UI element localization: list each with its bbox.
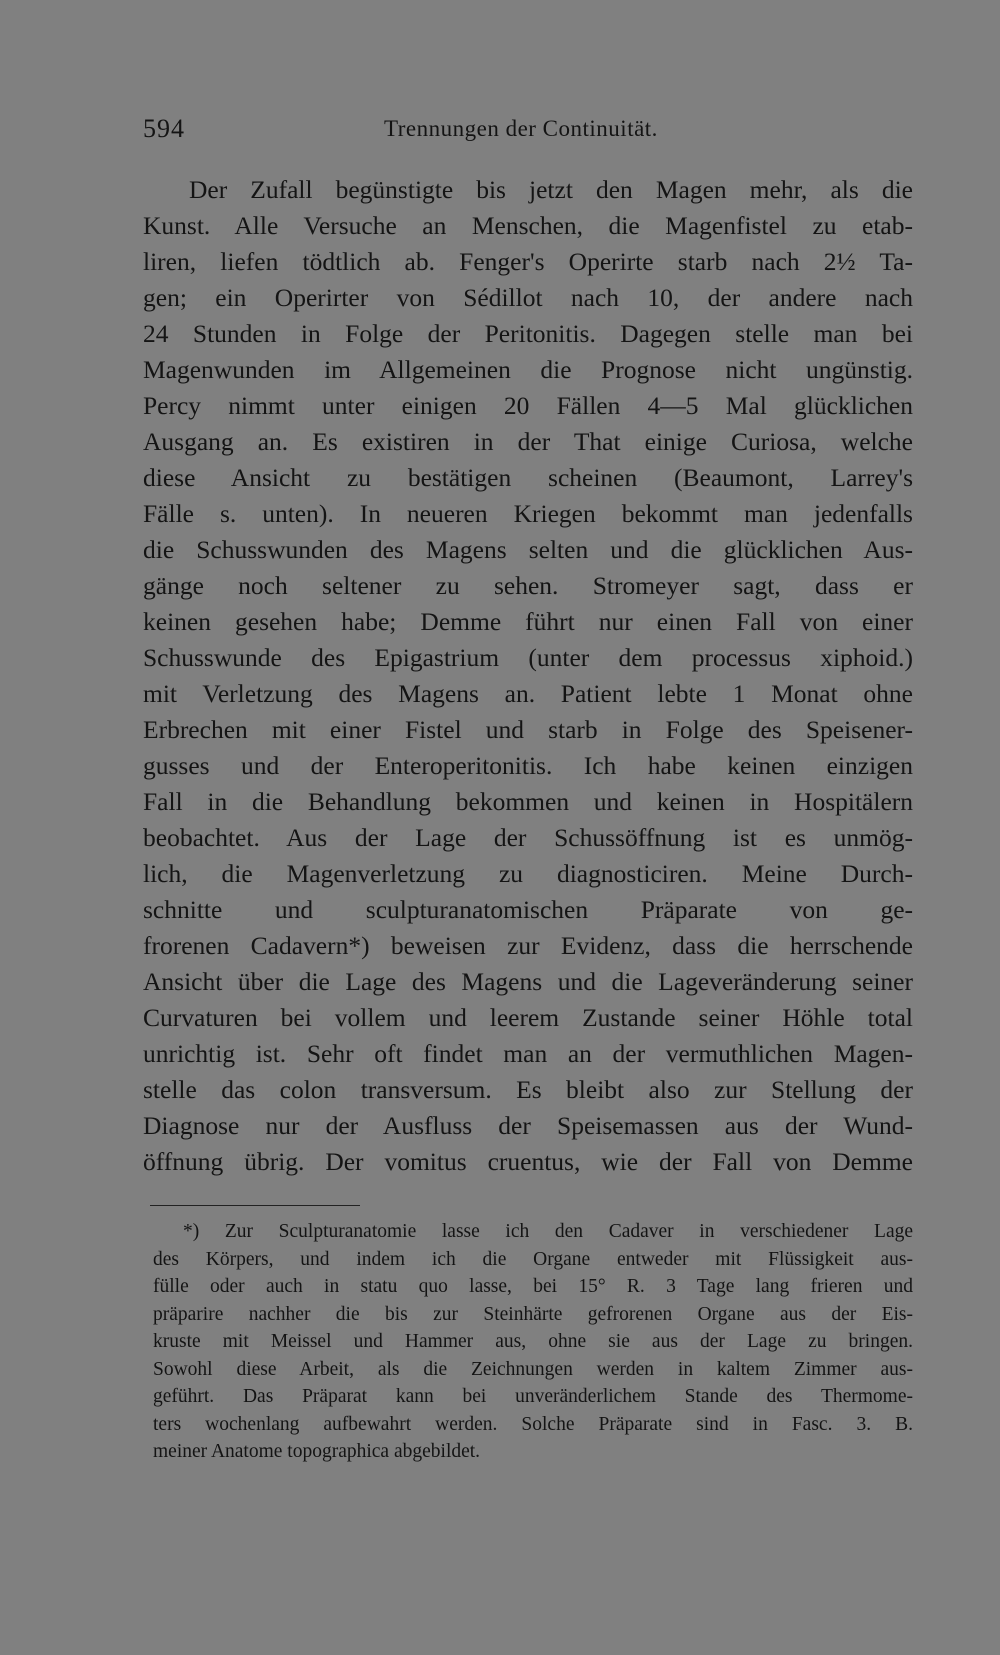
text-line: lich, die Magenverletzung zu diagnosticiren. Meine Durch- xyxy=(143,859,913,888)
footnote xyxy=(153,1218,913,1466)
body-text xyxy=(143,172,913,1180)
text-line: Erbrechen mit einer Fistel und starb in Folge des Speisener- xyxy=(143,715,913,744)
footnote-line: des Körpers, und indem ich die Organe entweder mit Flüssigkeit aus- xyxy=(153,1248,913,1270)
text-line: Kunst. Alle Versuche an Menschen, die Magenfistel zu etab- xyxy=(143,211,913,240)
text-line: stelle das colon transversum. Es bleibt also zur Stellung der xyxy=(143,1075,913,1104)
text-line: Ausgang an. Es existiren in der That einige Curiosa, welche xyxy=(143,427,913,456)
text-line: diese Ansicht zu bestätigen scheinen (Beaumont, Larrey's xyxy=(143,463,913,492)
footnote-line: kruste mit Meissel und Hammer aus, ohne sie aus der Lage zu bringen. xyxy=(153,1331,913,1352)
text-line: keinen gesehen habe; Demme führt nur einen Fall von einer xyxy=(143,607,913,636)
running-title: Trennungen der Continuität. xyxy=(384,116,658,141)
footnote-line: geführt. Das Präparat kann bei unveränderlichem Stande des Thermome- xyxy=(153,1386,913,1407)
page-number: 594 xyxy=(143,114,185,143)
text-line: Curvaturen bei vollem und leerem Zustande seiner Höhle total xyxy=(143,1003,913,1032)
text-line: 24 Stunden in Folge der Peritonitis. Dagegen stelle man bei xyxy=(143,319,913,348)
text-line: Ansicht über die Lage des Magens und die Lageveränderung seiner xyxy=(143,967,913,996)
text-line: Magenwunden im Allgemeinen die Prognose nicht ungünstig. xyxy=(143,355,913,384)
footnote-line: Sowohl diese Arbeit, als die Zeichnungen werden in kaltem Zimmer aus- xyxy=(153,1358,913,1380)
text-line: unrichtig ist. Sehr oft findet man an der vermuthlichen Magen- xyxy=(143,1039,913,1068)
text-line: Diagnose nur der Ausfluss der Speisemassen aus der Wund- xyxy=(143,1111,913,1140)
text-line: liren, liefen tödtlich ab. Fenger's Operirte starb nach 2½ Ta- xyxy=(143,247,913,276)
text-line: Schusswunde des Epigastrium (unter dem processus xiphoid.) xyxy=(143,643,913,672)
text-line: gusses und der Enteroperitonitis. Ich habe keinen einzigen xyxy=(143,751,913,780)
text-line: öffnung übrig. Der vomitus cruentus, wie der Fall von Demme xyxy=(143,1147,913,1176)
text-line: Fälle s. unten). In neueren Kriegen bekommt man jedenfalls xyxy=(143,499,913,528)
text-line: schnitte und sculpturanatomischen Präparate von ge- xyxy=(143,895,913,924)
text-line: die Schusswunden des Magens selten und die glücklichen Aus- xyxy=(143,535,913,564)
text-line: Der Zufall begünstigte bis jetzt den Magen mehr, als die xyxy=(189,175,913,204)
text-line: gänge noch seltener zu sehen. Stromeyer sagt, dass er xyxy=(143,571,913,600)
footnote-line: meiner Anatome topographica abgebildet. xyxy=(153,1441,481,1462)
footnote-line: *) Zur Sculpturanatomie lasse ich den Cadaver in verschiedener Lage xyxy=(183,1221,913,1242)
text-line: beobachtet. Aus der Lage der Schussöffnung ist es unmög- xyxy=(143,823,913,852)
text-line: mit Verletzung des Magens an. Patient lebte 1 Monat ohne xyxy=(143,679,913,708)
footnote-line: fülle oder auch in statu quo lasse, bei 15° R. 3 Tage lang frieren und xyxy=(153,1276,913,1297)
text-line: Fall in die Behandlung bekommen und keinen in Hospitälern xyxy=(143,787,913,816)
text-line: Percy nimmt unter einigen 20 Fällen 4—5 Mal glücklichen xyxy=(143,391,913,420)
footnote-line: präparire nachher die bis zur Steinhärte gefrorenen Organe aus der Eis- xyxy=(153,1303,913,1325)
text-line: gen; ein Operirter von Sédillot nach 10, der andere nach xyxy=(143,283,913,312)
page-header xyxy=(0,114,1000,154)
footnote-line: ters wochenlang aufbewahrt werden. Solche Präparate sind in Fasc. 3. B. xyxy=(153,1413,913,1435)
footnote-separator xyxy=(150,1205,360,1206)
text-line: frorenen Cadavern*) beweisen zur Evidenz, dass die herrschende xyxy=(143,931,913,960)
